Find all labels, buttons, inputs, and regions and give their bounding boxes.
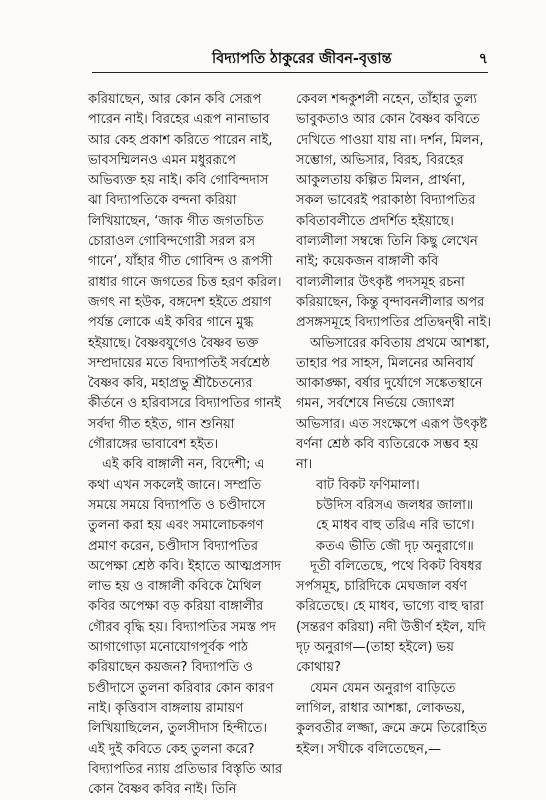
- running-header: [92, 48, 488, 72]
- verse-block: [296, 476, 494, 557]
- paragraph: দূতী বলিতেছে, পথে বিকট বিষধর সর্পসমূহ, চারিদিকে মেঘজাল বর্ষণ করিতেছে। হে মাধব, ভাগ্যে বাহু দ্বারা (সন্তরণ করিয়া) নদী উত্তীর্ণ হইল, যদি দৃঢ় অনুরাগ—(তাহা হইলে) ভয় কোথায়?: [296, 558, 486, 676]
- page-number: ৭: [478, 51, 488, 67]
- verse-line: চউদিস বরিসএ জলধর জালা॥: [316, 497, 474, 513]
- verse-line: কতএ ভীতি জৌ দৃঢ় অনুরাগে॥: [316, 538, 474, 554]
- verse-line: বাট বিকট ফণিমালা।: [316, 477, 420, 493]
- header-rule: [92, 72, 488, 73]
- paragraph: এই কবি বাঙ্গালী নন, বিদেশী; এ কথা এখন সকলেই জানে। সম্প্রতি সময়ে সময়ে বিদ্যাপতি ও চণ্ডীদাসে তুলনা করা হয় এবং সমালোচকগণ প্রমাণ করেন, চণ্ডীদাস বিদ্যাপতির অপেক্ষা শ্রেষ্ঠ কবি। ইহাতে আত্মপ্রসাদ লাভ হয় ও বাঙ্গালী কবিকে মৈথিল কবির অপেক্ষা বড় করিয়া বাঙ্গালীর গৌরব বৃদ্ধি হয়। বিদ্যাপতির সমস্ত পদ আগাগোড়া মনোযোগপূর্বক পাঠ করিয়াছেন কয়জন? বিদ্যাপতি ও চণ্ডীদাসে তুলনা করিবার কোন কারণ নাই। কৃত্তিবাস বাঙ্গলায় রামায়ণ লিখিয়াছিলেন, তুলসীদাস হিন্দীতে। এই দুই কবিতে কেহ তুলনা করে? বিদ্যাপতির ন্যায় প্রতিভার বিস্তৃতি আর কোন বৈষ্ণব কবির নাই। তিনি: [88, 457, 283, 798]
- left-column: [88, 90, 286, 800]
- paragraph: করিয়াছেন, আর কোন কবি সেরূপ পারেন নাই। বিরহের এরূপ নানাভাব আর কেহ প্রকাশ করিতে পারেন নাই, ভাবসম্মিলনও এমন মধুররূপে অভিব্যক্ত হয় নাই। কবি গোবিন্দদাস ঝা বিদ্যাপতিকে বন্দনা করিয়া লিখিয়াছেন, ‘জাক গীত জগতচিত চোরাওল গোবিন্দগোরী সরল রস গানে’, যাঁহার গীত গোবিন্দ ও রূপসী রাধার গানে জগতের চিত্ত হরণ করিল। জগৎ না হউক, বঙ্গদেশ হইতে প্রয়াগ পর্যন্ত লোকে এই কবির গানে মুগ্ধ হইয়াছে। বৈষ্ণবযুগেও বৈষ্ণব ভক্ত সম্প্রদায়ের মতে বিদ্যাপতিই সর্বশ্রেষ্ঠ বৈষ্ণব কবি, মহাপ্রভু শ্রীচৈতন্যের কীর্তনে ও হরিবাসরে বিদ্যাপতির গানই সর্বদা গীত হইত, গান শুনিয়া গৌরাঙ্গের ভাবাবেশ হইত।: [88, 92, 282, 453]
- paragraph: কেবল শব্দকুশলী নহেন, তাঁহার তুল্য ভাবুকতাও আর কোন বৈষ্ণব কবিতে দেখিতে পাওয়া যায় না। দর্শন, মিলন, সম্ভোগ, অভিসার, বিরহ, বিরহের আকুলতায় কল্পিত মিলন, প্রার্থনা, সকল ভাবেরই পরাকাষ্ঠা বিদ্যাপতির কবিতাবলীতে প্রদর্শিত হইয়াছে। বাল্যলীলা সম্বন্ধে তিনি কিছু লেখেন নাই; কয়েকজন বাঙ্গালী কবি বাল্যলীলার উৎকৃষ্ট পদসমূহ রচনা করিয়াছেন, কিন্তু বৃন্দাবনলীলার অপর প্রসঙ্গসমূহে বিদ্যাপতির প্রতিদ্বন্দ্বী নাই।: [296, 92, 491, 331]
- right-column: [296, 90, 494, 760]
- running-title: বিদ্যাপতি ঠাকুরের জীবন-বৃত্তান্ত: [212, 51, 392, 67]
- paragraph: অভিসারের কবিতায় প্রথমে আশঙ্কা, তাহার পর সাহস, মিলনের অনিবার্য আকাঙ্ক্ষা, বর্ষার দুর্যোগে সঙ্কেতস্থানে গমন, সর্বশেষে নির্ভয়ে জ্যোৎস্না অভিসার। এত সংক্ষেপে এরূপ উৎকৃষ্ট বর্ণনা শ্রেষ্ঠ কবি ব্যতিরেকে সম্ভব হয় না।: [296, 335, 490, 473]
- verse-line: হে মাধব বাহু তরিএ নরি ভাগে।: [316, 518, 475, 534]
- paragraph: যেমন যেমন অনুরাগ বাড়িতে লাগিল, রাধার আশঙ্কা, লোকভয়, কুলবতীর লজ্জা, ক্রমে ক্রমে তিরোহিত হইল। সখীকে বলিতেছেন,—: [296, 680, 487, 757]
